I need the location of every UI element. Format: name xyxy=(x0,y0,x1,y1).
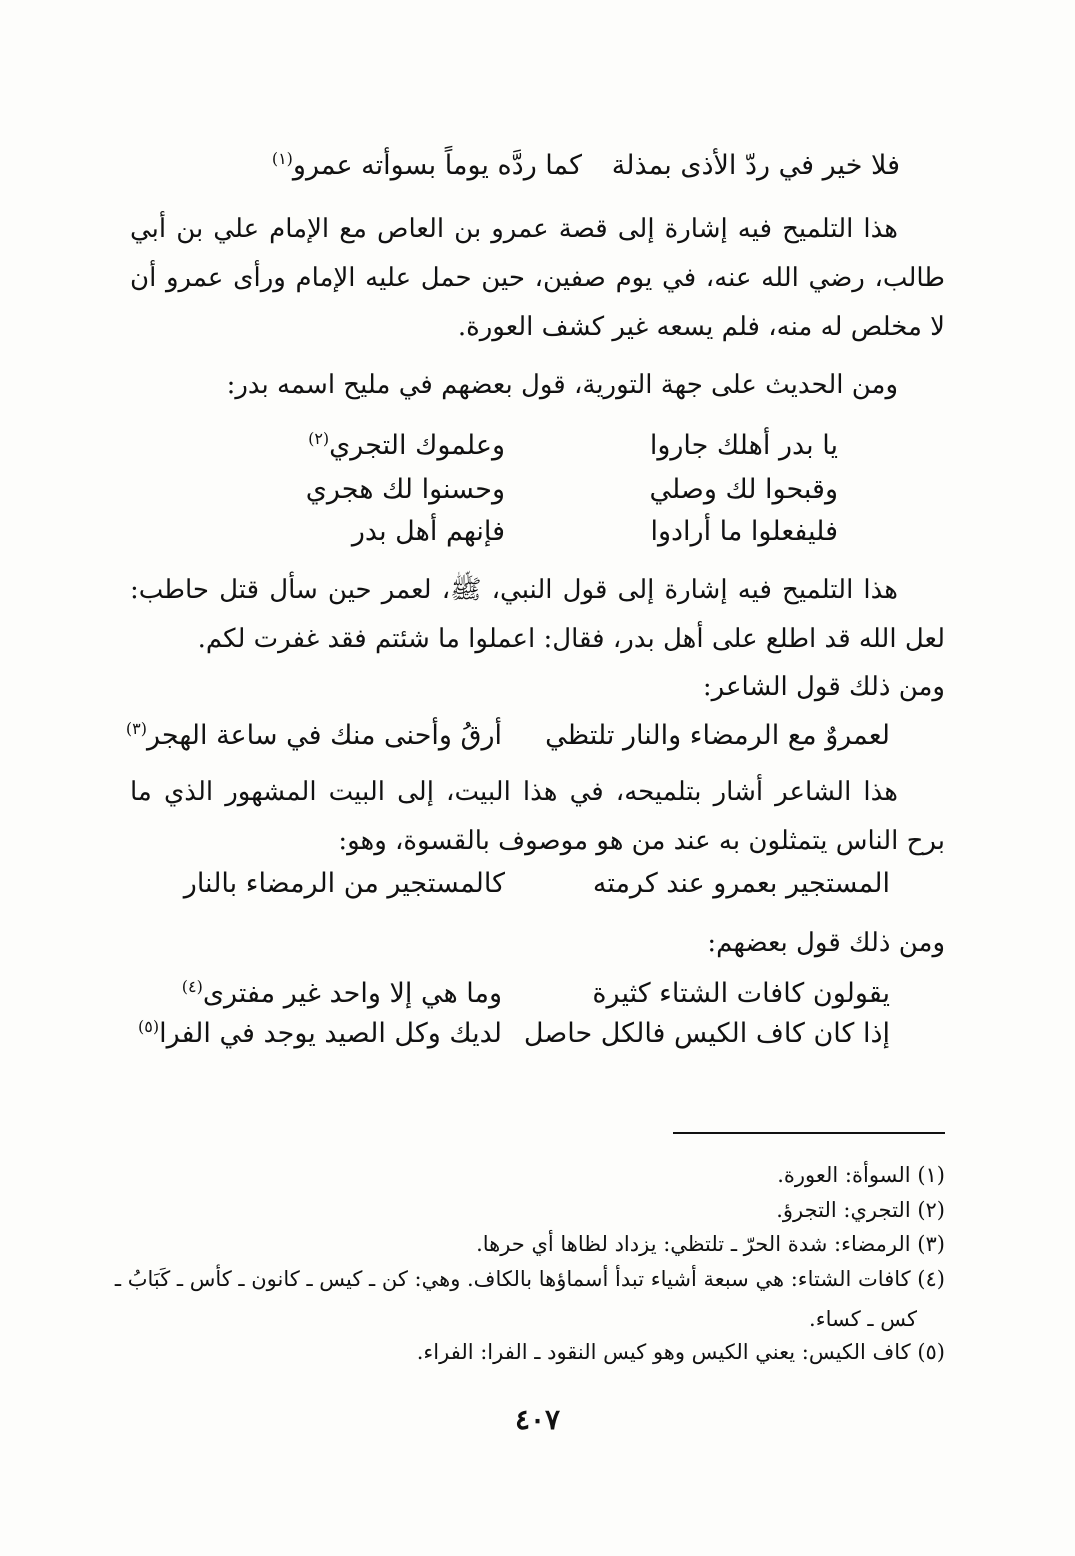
footnote-4: (٤) كافات الشتاء: هي سبعة أشياء تبدأ أسماؤها بالكاف. وهي: كن ـ كيس ـ كانون ـ كأس ـ كَبَابُ ـ xyxy=(114,1267,945,1291)
footnote-ref-2: (٢) xyxy=(308,429,330,448)
verse-5-second-hemistich xyxy=(125,719,502,751)
verse-7-second-text: وما هي إلا واحد غير مفترى xyxy=(202,978,502,1009)
paragraph-3: هذا التلميح فيه إشارة إلى قول النبي، ﷺ، لعمر حين سأل قتل حاطب: لعل الله قد اطلع على أهل بدر، فقال: اعملوا ما شئتم فقد غفرت لكم. xyxy=(130,575,945,654)
verse-8-second-hemistich xyxy=(138,1017,502,1049)
verse-5 xyxy=(125,719,890,751)
paragraph-1: هذا التلميح فيه إشارة إلى قصة عمرو بن العاص مع الإمام علي بن أبي طالب، رضي الله عنه، في يوم صفين، حين حمل عليه الإمام ورأى عمرو أن لا مخلص له منه، فلم يسعه غير كشف العورة. xyxy=(130,214,945,342)
paragraph-2: ومن الحديث على جهة التورية، قول بعضهم في مليح اسمه بدر: xyxy=(226,370,898,400)
verse-8-first-hemistich: إذا كان كاف الكيس فالكل حاصل xyxy=(523,1018,890,1049)
verse-1-second-hemistich xyxy=(244,149,582,181)
footnote-3: (٣) الرمضاء: شدة الحرّ ـ تلتظي: يزداد لظاها أي حرها. xyxy=(476,1232,945,1256)
verse-5-first-hemistich: لعمروٌ مع الرمضاء والنار تلتظي xyxy=(545,720,890,751)
page-number: ٤٠٧ xyxy=(514,1403,561,1436)
verse-2-second-text: وعلموك التجري xyxy=(329,430,505,461)
footnote-4-continuation: كس ـ كساء. xyxy=(809,1307,917,1331)
verse-7 xyxy=(172,977,890,1009)
verse-3-first-hemistich: وقبحوا لك وصلي xyxy=(649,474,838,505)
paragraph-5: هذا الشاعر أشار بتلميحه، في هذا البيت، إلى البيت المشهور الذي ما برح الناس يتمثلون به عند من هو موصوف بالقسوة، وهو: xyxy=(130,777,945,856)
verse-2-second-hemistich xyxy=(245,429,505,461)
verse-3-second-hemistich: وحسنوا لك هجري xyxy=(305,474,505,505)
verse-2-first-hemistich: يا بدر أهلك جاروا xyxy=(649,430,838,461)
paragraph-6: ومن ذلك قول بعضهم: xyxy=(707,928,945,958)
paragraph-4: ومن ذلك قول الشاعر: xyxy=(702,672,945,702)
verse-4-second-hemistich: فإنهم أهل بدر xyxy=(351,516,505,547)
footnote-separator xyxy=(673,1132,945,1134)
footnote-5: (٥) كاف الكيس: يعني الكيس وهو كيس النقود ـ الفرا: الفراء. xyxy=(416,1340,945,1364)
footnote-ref-1: (١) xyxy=(271,149,293,168)
verse-1 xyxy=(244,149,900,181)
verse-4-first-hemistich: فليفعلوا ما أرادوا xyxy=(650,516,838,547)
verse-5-second-text: أرقُ وأحنى منك في ساعة الهجر xyxy=(147,720,502,751)
verse-8-second-text: لديك وكل الصيد يوجد في الفرا xyxy=(159,1018,502,1049)
verse-8 xyxy=(138,1017,890,1049)
footnote-ref-3: (٣) xyxy=(125,719,147,738)
footnote-2: (٢) التجري: التجرؤ. xyxy=(776,1198,945,1222)
verse-6-first-hemistich: المستجير بعمرو عند كرمته xyxy=(592,868,890,899)
verse-3 xyxy=(245,476,838,503)
verse-7-second-hemistich xyxy=(172,977,502,1009)
verse-6 xyxy=(175,870,890,897)
verse-1-first-hemistich: فلا خير في ردّ الأذى بمذلة xyxy=(611,150,900,181)
footnote-ref-5: (٥) xyxy=(138,1017,160,1036)
footnote-ref-4: (٤) xyxy=(181,977,203,996)
footnote-1: (١) السوأة: العورة. xyxy=(777,1163,945,1187)
verse-1-second-text: كما ردَّه يوماً بسوأته عمرو xyxy=(292,150,582,181)
verse-2 xyxy=(245,429,838,461)
verse-4 xyxy=(245,518,838,545)
verse-7-first-hemistich: يقولون كافات الشتاء كثيرة xyxy=(592,978,890,1009)
verse-6-second-hemistich: كالمستجير من الرمضاء بالنار xyxy=(183,868,505,899)
